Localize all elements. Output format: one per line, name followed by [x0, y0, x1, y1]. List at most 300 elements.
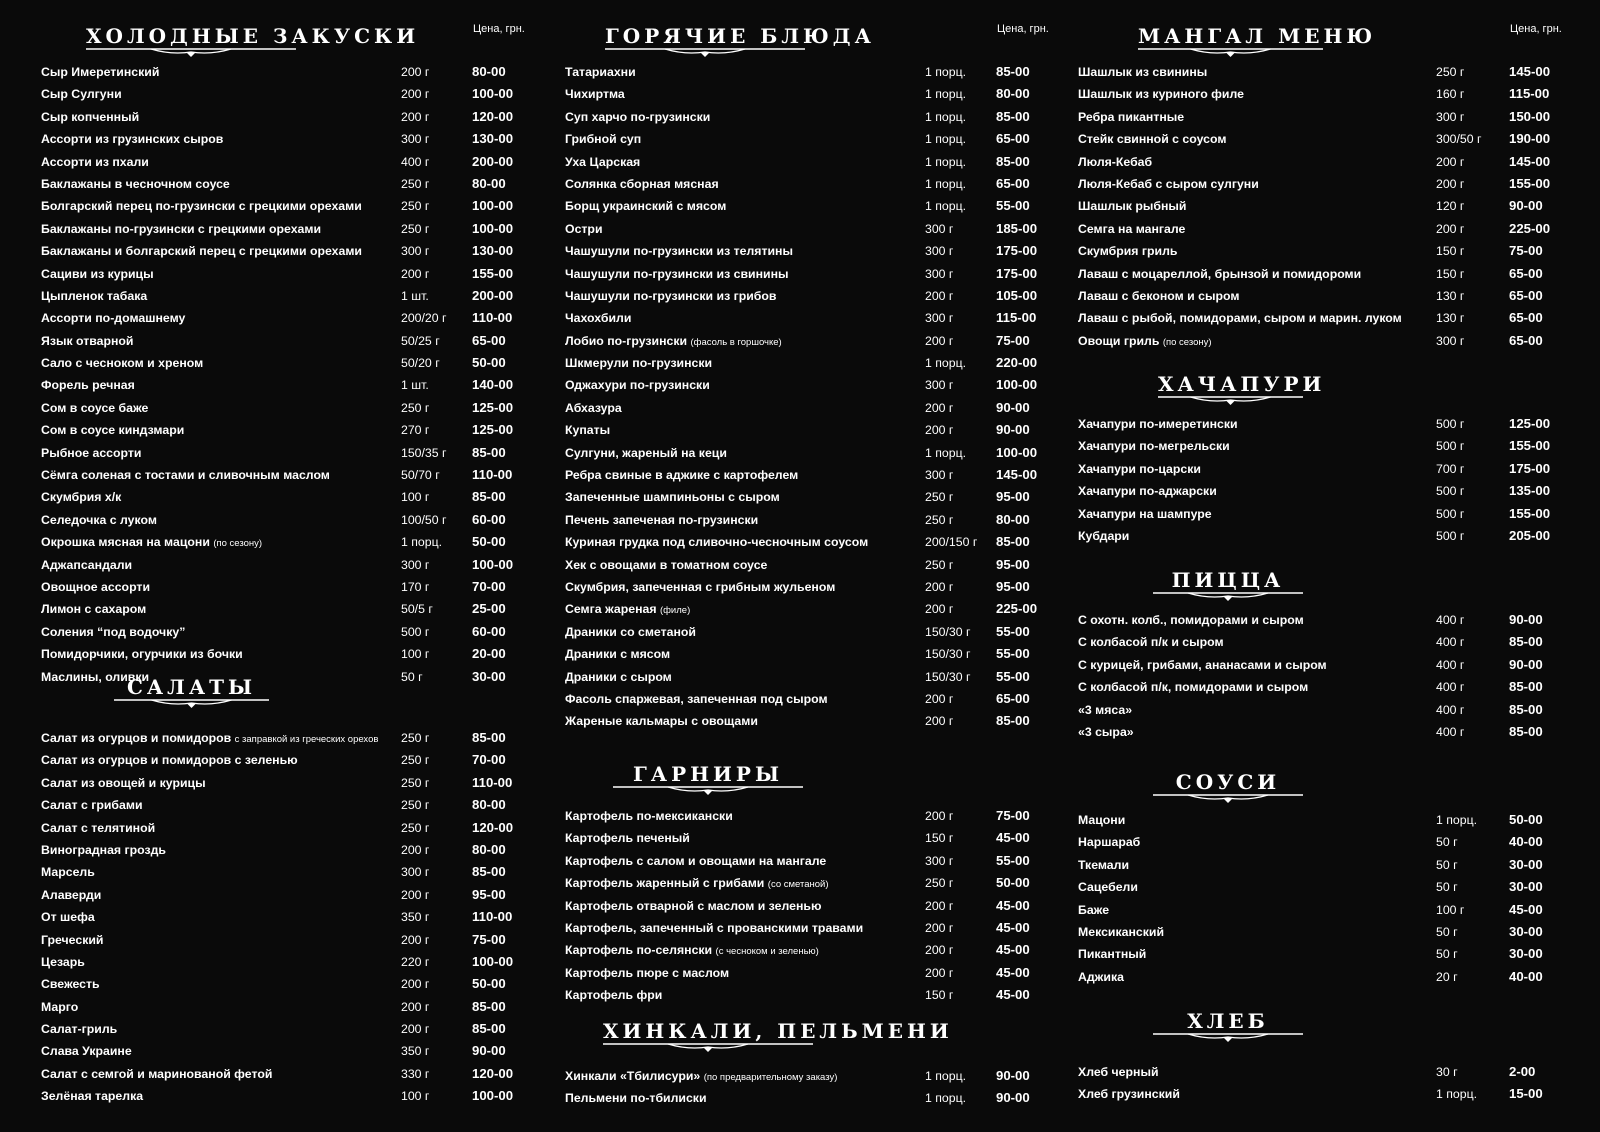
item-name-text: Картофель фри: [565, 988, 663, 1003]
price-column-label: Цена, грн.: [1510, 23, 1562, 35]
item-name-text: Шкмерули по-грузински: [565, 356, 713, 371]
item-name-text: Драники с сыром: [565, 669, 672, 684]
item-name-text: Сёмга соленая с тостами и сливочным маслом: [41, 468, 330, 483]
section-title: ХЛЕБ: [1187, 1009, 1269, 1033]
item-name: [565, 827, 690, 849]
item-weight: 350 г: [401, 1044, 430, 1059]
item-name-text: Греческий: [41, 932, 104, 947]
item-weight: 250 г: [401, 199, 430, 214]
item-weight: 250 г: [1436, 65, 1465, 79]
item-name-text: Хачапури на шампуре: [1078, 506, 1212, 521]
menu-item: [1078, 676, 1558, 698]
item-name-text: Ребра пикантные: [1078, 109, 1185, 124]
item-weight: 300 г: [925, 378, 954, 393]
item-name: [41, 397, 148, 419]
item-price: 90-00: [996, 1068, 1030, 1083]
item-name-text: Картофель отварной с маслом и зеленью: [565, 898, 822, 913]
item-name-text: Чашушули по-грузински из грибов: [565, 288, 777, 303]
item-price: 100-00: [996, 377, 1038, 393]
item-price: 2-00: [1509, 1064, 1536, 1079]
item-weight: 200 г: [401, 87, 430, 102]
item-price: 145-00: [1509, 64, 1551, 79]
menu-item: [1078, 195, 1558, 217]
section-title: ХОЛОДНЫЕ ЗАКУСКИ: [86, 24, 420, 48]
item-name: [41, 598, 146, 620]
item-price: 100-00: [472, 953, 514, 969]
item-weight: 400 г: [1436, 724, 1465, 739]
item-note: (по сезону): [1162, 336, 1212, 348]
item-name: [1078, 609, 1304, 631]
section-heading-garnish: [565, 760, 1045, 796]
item-name: [41, 128, 223, 150]
item-name: [41, 554, 132, 576]
menu-item: [41, 1018, 521, 1040]
menu-item: [1078, 943, 1558, 965]
item-note: (филе): [659, 605, 691, 617]
item-weight: 50 г: [1436, 880, 1458, 895]
item-name-text: Маслины, оливки: [41, 669, 150, 684]
item-price: 85-00: [1509, 701, 1543, 717]
item-price: 30-00: [1509, 879, 1543, 895]
item-name: [1078, 966, 1124, 988]
item-name-text: Хачапури по-аджарски: [1078, 484, 1217, 499]
section-ornament-icon: [1158, 394, 1303, 406]
item-price: 105-00: [996, 287, 1038, 303]
menu-item: [1078, 876, 1558, 898]
menu-item: [1078, 921, 1558, 943]
item-price: 110-00: [472, 774, 513, 790]
item-name-text: Сом в соусе киндзмари: [41, 423, 185, 438]
menu-item: [41, 554, 521, 576]
item-name: [1078, 285, 1239, 307]
item-name: [41, 307, 185, 329]
menu-item: [41, 128, 521, 150]
item-weight: 50/20 г: [401, 356, 440, 371]
item-weight: 300 г: [925, 311, 954, 326]
item-price: 30-00: [1509, 923, 1543, 939]
menu-item: [41, 486, 521, 508]
item-price: 85-00: [996, 108, 1030, 124]
item-price: 85-00: [472, 444, 506, 460]
item-name: [565, 621, 696, 643]
menu-item: [565, 330, 1055, 352]
item-name-text: Куриная грудка под сливочно-чесночным соусом: [565, 535, 869, 550]
menu-item: [565, 218, 1055, 240]
menu-item: [565, 307, 1055, 329]
item-name-text: Сыр Имеретинский: [41, 65, 160, 79]
item-name-text: «3 сыра»: [1078, 724, 1134, 739]
item-name: [1078, 218, 1185, 240]
item-weight: 1 порц.: [925, 109, 967, 124]
item-name-text: Баже: [1078, 902, 1110, 917]
item-weight: 50 г: [1436, 947, 1458, 962]
item-name: [41, 906, 95, 928]
item-weight: 130 г: [1436, 311, 1465, 326]
item-name-text: Мексиканский: [1078, 924, 1165, 939]
section-heading-khachapuri: [1078, 370, 1558, 406]
item-weight: 50 г: [1436, 835, 1458, 850]
item-name: [1078, 631, 1224, 653]
item-name: [565, 710, 758, 732]
section-heading-khinkali: [565, 1017, 1045, 1053]
menu-item: [1078, 61, 1558, 83]
item-name: [1078, 61, 1207, 83]
item-name-text: Салат с телятиной: [41, 820, 156, 835]
item-price: 125-00: [472, 399, 514, 415]
item-name-text: «3 мяса»: [1078, 702, 1133, 717]
item-weight: 50/70 г: [401, 468, 440, 483]
section-title: СОУСИ: [1175, 770, 1281, 794]
menu-item: [565, 151, 1055, 173]
item-name: [565, 397, 622, 419]
item-price: 185-00: [996, 220, 1038, 236]
item-weight: 100 г: [1436, 902, 1465, 917]
item-price: 110-00: [472, 467, 513, 483]
item-name-text: Оджахури по-грузински: [565, 378, 710, 393]
menu-item: [41, 996, 521, 1018]
menu-item: [41, 240, 521, 262]
menu-item: [41, 531, 521, 553]
section-heading-bread: [1078, 1007, 1558, 1043]
item-price: 65-00: [996, 131, 1030, 147]
item-name: [565, 895, 821, 917]
menu-item: [565, 872, 1055, 894]
item-name: [1078, 943, 1146, 965]
item-name: [565, 374, 710, 396]
menu-item: [41, 839, 521, 861]
item-price: 40-00: [1509, 968, 1543, 984]
item-name: [1078, 876, 1138, 898]
item-price: 55-00: [996, 668, 1030, 684]
item-name: [565, 509, 758, 531]
menu-item: [565, 263, 1055, 285]
item-name-text: Сациви из курицы: [41, 266, 154, 281]
item-name-text: Салат с семгой и маринованой фетой: [41, 1066, 273, 1081]
item-name-text: Лаваш с рыбой, помидорами, сыром и марин. луком: [1078, 311, 1402, 326]
item-price: 95-00: [996, 556, 1030, 572]
item-weight: 1 порц.: [925, 1069, 967, 1083]
menu-item: [1078, 413, 1558, 435]
item-name: [565, 872, 829, 896]
item-weight: 200 г: [1436, 154, 1465, 169]
item-name: [41, 951, 85, 973]
item-name: [41, 83, 122, 105]
menu-item: [565, 598, 1055, 620]
item-name-text: Форель речная: [41, 378, 135, 393]
item-name-text: Лобио по-грузински: [565, 333, 688, 348]
menu-list-pizza: [1078, 609, 1558, 743]
item-price: 85-00: [472, 730, 506, 745]
item-price: 120-00: [472, 108, 514, 124]
menu-item: [41, 352, 521, 374]
item-name: [41, 861, 95, 883]
item-name: [565, 554, 767, 576]
item-name: [41, 509, 157, 531]
menu-item: [1078, 609, 1558, 631]
menu-item: [1078, 218, 1558, 240]
item-weight: 100/50 г: [401, 512, 447, 527]
item-name: [565, 61, 636, 83]
item-weight: 200 г: [401, 999, 430, 1014]
menu-item: [565, 61, 1055, 83]
item-price: 85-00: [472, 489, 506, 505]
item-name: [565, 688, 828, 710]
item-price: 90-00: [1509, 612, 1543, 627]
item-name: [565, 128, 641, 150]
item-price: 55-00: [996, 198, 1030, 214]
item-price: 150-00: [1509, 108, 1551, 124]
item-weight: 250 г: [401, 221, 430, 236]
item-name-text: Баклажаны в чесночном соусе: [41, 176, 230, 191]
item-name-text: Фасоль спаржевая, запеченная под сыром: [565, 691, 828, 706]
item-name: [1078, 1061, 1159, 1083]
item-name-text: Сыр Сулгуни: [41, 87, 122, 102]
item-weight: 250 г: [925, 876, 954, 891]
item-weight: 150 г: [1436, 266, 1465, 281]
item-name-text: Лаваш с моцареллой, брынзой и помидороми: [1078, 266, 1362, 281]
item-weight: 200 г: [401, 266, 430, 281]
menu-item: [1078, 285, 1558, 307]
item-weight: 1 порц.: [925, 199, 967, 214]
section-title: ГОРЯЧИЕ БЛЮДА: [605, 24, 875, 48]
item-weight: 300 г: [925, 468, 954, 483]
item-name: [41, 1063, 272, 1085]
item-name-text: Семга жареная: [565, 602, 657, 617]
item-name-text: Картофель по-селянски: [565, 943, 713, 958]
menu-item: [41, 263, 521, 285]
item-weight: 250 г: [925, 490, 954, 505]
item-name: [1078, 525, 1129, 547]
item-name: [565, 173, 719, 195]
item-price: 50-00: [472, 355, 506, 371]
menu-item: [41, 419, 521, 441]
item-name: [1078, 676, 1308, 698]
item-price: 85-00: [472, 1021, 506, 1037]
price-column-label: Цена, грн.: [473, 23, 525, 35]
item-price: 50-00: [472, 976, 506, 992]
section-heading-salads: [41, 673, 521, 709]
item-price: 115-00: [1509, 86, 1550, 102]
item-weight: 500 г: [401, 624, 430, 639]
item-price: 55-00: [996, 852, 1030, 868]
item-price: 95-00: [996, 489, 1030, 505]
item-weight: 200 г: [1436, 221, 1465, 236]
menu-item: [565, 805, 1055, 827]
item-name-text: Печень запеченая по-грузински: [565, 512, 759, 527]
menu-item: [1078, 106, 1558, 128]
item-price: 200-00: [472, 287, 514, 303]
item-price: 55-00: [996, 623, 1030, 639]
item-name: [41, 330, 134, 352]
item-weight: 1 шт.: [401, 288, 429, 303]
item-name-text: Салат из огурцов и помидоров: [41, 731, 232, 745]
item-weight: 120 г: [1436, 199, 1465, 214]
item-name-text: Язык отварной: [41, 333, 134, 348]
item-name-text: Ассорти из грузинских сыров: [41, 132, 224, 147]
item-weight: 400 г: [401, 154, 430, 169]
item-name: [565, 939, 819, 963]
item-price: 95-00: [996, 578, 1030, 594]
item-name-text: Хлеб грузинский: [1078, 1087, 1180, 1102]
menu-item: [41, 397, 521, 419]
menu-item: [41, 643, 521, 665]
item-price: 65-00: [996, 175, 1030, 191]
item-price: 90-00: [996, 422, 1030, 438]
menu-item: [41, 749, 521, 771]
item-name: [1078, 921, 1164, 943]
item-price: 175-00: [1509, 460, 1551, 476]
menu-item: [565, 850, 1055, 872]
item-name: [565, 917, 863, 939]
item-name-text: Абхазура: [565, 400, 622, 415]
item-name: [565, 1065, 837, 1089]
item-weight: 300 г: [925, 266, 954, 281]
section-heading-pizza: [1078, 566, 1558, 602]
item-price: 50-00: [472, 534, 506, 550]
item-name-text: Скумбрия гриль: [1078, 244, 1178, 259]
item-name-text: Ассорти по-домашнему: [41, 311, 186, 326]
item-weight: 100 г: [401, 490, 430, 505]
item-name-text: От шефа: [41, 910, 95, 925]
item-name: [41, 973, 100, 995]
item-name: [41, 576, 150, 598]
item-price: 110-00: [472, 310, 513, 326]
item-price: 85-00: [472, 998, 506, 1014]
item-name-text: Салат из огурцов и помидоров с зеленью: [41, 753, 298, 768]
item-weight: 1 порц.: [925, 1091, 967, 1106]
item-name: [565, 486, 780, 508]
item-name-text: Лимон с сахаром: [41, 602, 147, 617]
item-name: [565, 962, 729, 984]
item-price: 45-00: [1509, 901, 1543, 917]
item-weight: 250 г: [925, 512, 954, 527]
menu-list-sauces: [1078, 809, 1558, 988]
price-column-label: Цена, грн.: [997, 23, 1049, 35]
item-name-text: Шашлык рыбный: [1078, 199, 1187, 214]
item-name: [565, 240, 793, 262]
menu-item: [565, 984, 1055, 1006]
item-weight: 1 порц.: [925, 445, 967, 460]
item-name: [1078, 195, 1186, 217]
item-name: [41, 352, 203, 374]
item-name-text: Солянка сборная мясная: [565, 176, 719, 191]
item-price: 65-00: [1509, 332, 1543, 348]
item-price: 130-00: [472, 243, 514, 259]
section-ornament-icon: [86, 46, 296, 58]
item-weight: 200 г: [401, 109, 430, 124]
item-name-text: С колбасой п/к и сыром: [1078, 635, 1224, 650]
item-weight: 200/20 г: [401, 311, 447, 326]
menu-item: [1078, 173, 1558, 195]
item-name-text: С курицей, грибами, ананасами и сыром: [1078, 657, 1327, 672]
item-name: [41, 839, 166, 861]
item-name: [565, 666, 672, 688]
menu-item: [41, 817, 521, 839]
item-price: 80-00: [996, 511, 1030, 527]
item-price: 90-00: [472, 1043, 506, 1059]
item-weight: 200 г: [925, 943, 954, 958]
item-weight: 1 порц.: [1436, 1087, 1478, 1102]
item-name-text: Картофель жаренный с грибами: [565, 876, 765, 891]
item-note: с заправкой из греческих орехов: [234, 734, 379, 745]
item-price: 155-00: [1509, 505, 1551, 521]
menu-list-salads: [41, 727, 521, 1108]
menu-item: [41, 772, 521, 794]
item-name-text: Зелёная тарелка: [41, 1089, 144, 1104]
item-weight: 1 порц.: [925, 65, 967, 79]
section-ornament-icon: [613, 784, 803, 796]
item-weight: 1 порц.: [925, 154, 967, 169]
menu-item: [565, 621, 1055, 643]
item-price: 45-00: [996, 919, 1030, 935]
menu-item: [565, 643, 1055, 665]
menu-list-grill: [1078, 61, 1558, 352]
item-name: [565, 442, 727, 464]
item-name-text: Стейк свинной с соусом: [1078, 132, 1227, 147]
item-name-text: Чахохбили: [565, 311, 632, 326]
item-price: 100-00: [472, 220, 514, 236]
item-name: [41, 486, 121, 508]
item-name: [41, 884, 101, 906]
item-price: 70-00: [472, 752, 506, 768]
item-price: 85-00: [1509, 723, 1543, 739]
item-name-text: Салат с грибами: [41, 798, 143, 813]
menu-item: [41, 374, 521, 396]
item-name-text: Сулгуни, жареный на кеци: [565, 445, 727, 460]
menu-item: [41, 951, 521, 973]
item-name-text: Наршараб: [1078, 835, 1141, 850]
menu-item: [41, 906, 521, 928]
item-name: [565, 352, 712, 374]
item-weight: 200 г: [925, 423, 954, 438]
menu-item: [565, 397, 1055, 419]
section-ornament-icon: [1153, 590, 1303, 602]
item-weight: 300 г: [401, 865, 430, 880]
item-price: 155-00: [1509, 175, 1551, 191]
item-name: [565, 643, 670, 665]
item-name-text: Грибной суп: [565, 132, 642, 147]
item-name-text: С колбасой п/к, помидорами и сыром: [1078, 680, 1309, 695]
item-price: 110-00: [472, 909, 513, 925]
item-name-text: Хлеб черный: [1078, 1065, 1159, 1079]
item-name: [41, 419, 184, 441]
item-name: [41, 727, 378, 751]
item-name-text: Сыр копченный: [41, 109, 140, 124]
item-name-text: Татариахни: [565, 65, 636, 79]
item-weight: 200 г: [925, 920, 954, 935]
item-price: 115-00: [996, 310, 1037, 326]
item-weight: 500 г: [1436, 417, 1465, 431]
menu-item: [565, 195, 1055, 217]
item-name-text: Сацебели: [1078, 880, 1138, 895]
item-name-text: Суп харчо по-грузински: [565, 109, 711, 124]
item-name: [565, 805, 733, 827]
item-name-text: Мацони: [1078, 813, 1126, 827]
item-name: [41, 794, 143, 816]
item-price: 45-00: [996, 987, 1030, 1003]
section-ornament-icon: [114, 697, 269, 709]
item-weight: 500 г: [1436, 439, 1465, 454]
item-name: [1078, 83, 1244, 105]
item-name: [1078, 151, 1152, 173]
item-name: [1078, 899, 1109, 921]
item-price: 60-00: [472, 623, 506, 639]
item-name-text: Скумбрия х/к: [41, 490, 122, 505]
item-price: 100-00: [472, 1088, 514, 1104]
item-name-text: Драники с мясом: [565, 647, 671, 662]
item-weight: 250 г: [401, 400, 430, 415]
menu-item: [41, 83, 521, 105]
